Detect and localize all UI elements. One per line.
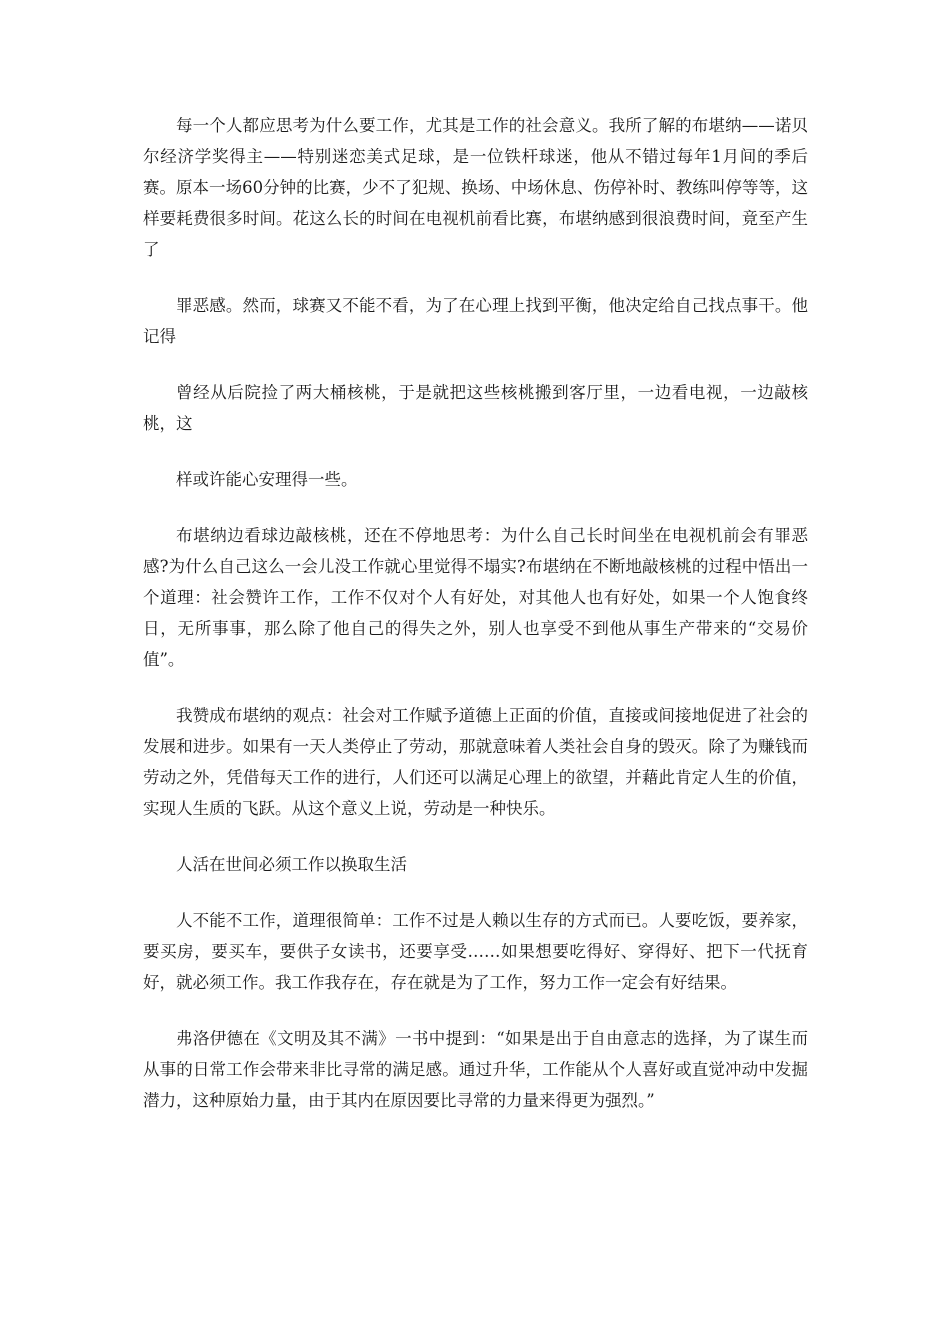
paragraph-8: 人不能不工作，道理很简单：工作不过是人赖以生存的方式而已。人要吃饭，要养家，要买房，要买车，要供子女读书，还要享受……如果想要吃得好、穿得好、把下一代抚育好，就必须工作。我工作我存在，存在就是为了工作，努力工作一定会有好结果。 [143, 911, 808, 992]
paragraph-6: 我赞成布堪纳的观点：社会对工作赋予道德上正面的价值，直接或间接地促进了社会的发展和进步。如果有一天人类停止了劳动，那就意味着人类社会自身的毁灭。除了为赚钱而劳动之外，凭借每天工作的进行，人们还可以满足心理上的欲望，并藉此肯定人生的价值，实现人生质的飞跃。从这个意义上说，劳动是一种快乐。 [143, 706, 808, 818]
paragraph-4: 样或许能心安理得一些。 [176, 470, 358, 489]
section-heading: 人活在世间必须工作以换取生活 [176, 855, 407, 874]
paragraph-9: 弗洛伊德在《文明及其不满》一书中提到：“如果是出于自由意志的选择，为了谋生而从事的日常工作会带来非比寻常的满足感。通过升华，工作能从个人喜好或直觉冲动中发掘潜力，这种原始力量，由于其内在原因要比寻常的力量来得更为强烈。” [143, 1029, 808, 1110]
paragraph-1: 每一个人都应思考为什么要工作，尤其是工作的社会意义。我所了解的布堪纳——诺贝尔经济学奖得主——特别迷恋美式足球，是一位铁杆球迷，他从不错过每年1月间的季后赛。原本一场60分钟的比赛，少不了犯规、换场、中场休息、伤停补时、教练叫停等等，这样要耗费很多时间。花这么长的时间在电视机前看比赛，布堪纳感到很浪费时间，竟至产生了 [143, 116, 808, 259]
paragraph-3: 曾经从后院捡了两大桶核桃，于是就把这些核桃搬到客厅里，一边看电视，一边敲核桃，这 [143, 383, 808, 433]
document-body [143, 110, 808, 1141]
paragraph-5: 布堪纳边看球边敲核桃，还在不停地思考：为什么自己长时间坐在电视机前会有罪恶感?为什么自己这么一会儿没工作就心里觉得不塌实?布堪纳在不断地敲核桃的过程中悟出一个道理：社会赞许工作，工作不仅对个人有好处，对其他人也有好处，如果一个人饱食终日，无所事事，那么除了他自己的得失之外，别人也享受不到他从事生产带来的“交易价值”。 [143, 526, 808, 669]
paragraph-2: 罪恶感。然而，球赛又不能不看，为了在心理上找到平衡，他决定给自己找点事干。他记得 [143, 296, 808, 346]
